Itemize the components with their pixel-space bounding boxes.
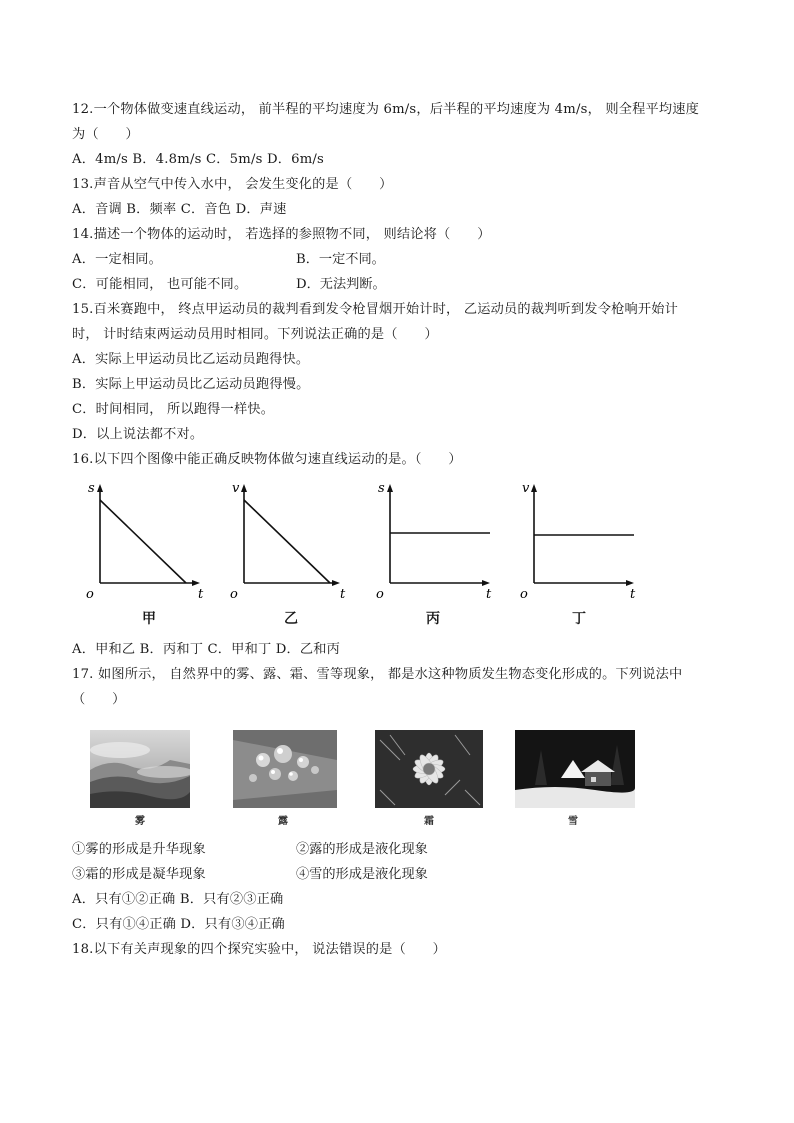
q17-statement-2: ②露的形成是液化现象 xyxy=(296,842,428,857)
q15-option-b: B．实际上甲运动员比乙运动员跑得慢。 xyxy=(72,377,310,392)
graph-ding-caption: 丁 xyxy=(572,611,586,627)
q13-stem: 13.声音从空气中传入水中， 会发生变化的是（ ） xyxy=(72,177,393,192)
graph-bing-origin-label: o xyxy=(376,587,384,602)
q17-options-cd: C．只有①④正确 D．只有③④正确 xyxy=(72,917,285,932)
snow-caption: 雪 xyxy=(568,816,578,827)
graph-yi-x-axis-label: t xyxy=(340,587,346,602)
fog-photo xyxy=(90,730,190,808)
q15-stem-line1: 15.百米赛跑中， 终点甲运动员的裁判看到发令枪冒烟开始计时， 乙运动员的裁判听到发令枪响开始计 xyxy=(72,302,679,317)
graph-bing-y-axis-label: s xyxy=(378,481,385,496)
q15-option-a: A．实际上甲运动员比乙运动员跑得快。 xyxy=(72,352,310,367)
graph-jia-x-axis-label: t xyxy=(198,587,204,602)
q17-statement-3: ③霜的形成是凝华现象 xyxy=(72,867,206,882)
q12-options: A．4m/s B．4.8m/s C．5m/s D．6m/s xyxy=(72,152,325,167)
graph-yi xyxy=(230,478,380,608)
q14-option-c: C．可能相同， 也可能不同。 xyxy=(72,277,248,292)
graph-bing-caption: 丙 xyxy=(426,611,440,627)
graph-yi-caption: 乙 xyxy=(284,611,298,627)
q14-option-d: D．无法判断。 xyxy=(296,277,386,292)
frost-caption: 霜 xyxy=(424,816,434,827)
q16-stem: 16.以下四个图像中能正确反映物体做匀速直线运动的是。（ ） xyxy=(72,452,462,467)
snow-photo xyxy=(515,730,635,808)
dew-caption: 露 xyxy=(278,816,288,827)
q13-options: A．音调 B．频率 C．音色 D．声速 xyxy=(72,202,287,217)
q17-options-ab: A．只有①②正确 B．只有②③正确 xyxy=(72,892,284,907)
graph-bing xyxy=(376,478,526,608)
graph-bing-x-axis-label: t xyxy=(486,587,492,602)
graph-yi-y-axis-label: v xyxy=(232,481,240,496)
graph-ding-y-axis-label: v xyxy=(522,481,530,496)
q18-stem: 18.以下有关声现象的四个探究实验中， 说法错误的是（ ） xyxy=(72,942,447,957)
graph-ding xyxy=(520,478,670,608)
q15-stem-line2: 时， 计时结束两运动员用时相同。下列说法正确的是（ ） xyxy=(72,327,438,342)
q15-option-c: C．时间相同， 所以跑得一样快。 xyxy=(72,402,275,417)
graph-yi-origin-label: o xyxy=(230,587,238,602)
fog-caption: 雾 xyxy=(135,816,145,827)
graph-jia xyxy=(86,478,236,608)
graph-jia-caption: 甲 xyxy=(142,611,156,627)
q12-stem-line2: 为（ ） xyxy=(72,127,139,142)
q12-stem-line1: 12.一个物体做变速直线运动， 前半程的平均速度为 6m/s，后半程的平均速度为 4m/s， 则全程平均速度 xyxy=(72,102,700,117)
q14-stem: 14.描述一个物体的运动时， 若选择的参照物不同， 则结论将（ ） xyxy=(72,227,491,242)
dew-photo xyxy=(233,730,337,808)
q17-statement-4: ④雪的形成是液化现象 xyxy=(296,867,428,882)
q14-option-b: B．一定不同。 xyxy=(296,252,385,267)
graph-ding-x-axis-label: t xyxy=(630,587,636,602)
frost-photo xyxy=(375,730,483,808)
q15-option-d: D．以上说法都不对。 xyxy=(72,427,204,442)
q17-statement-1: ①雾的形成是升华现象 xyxy=(72,842,206,857)
q17-stem-line2: （ ） xyxy=(72,692,126,707)
q17-stem-line1: 17. 如图所示， 自然界中的雾、露、霜、雪等现象， 都是水这种物质发生物态变化形成的。下列说法中 xyxy=(72,667,683,682)
graph-jia-origin-label: o xyxy=(86,587,94,602)
graph-ding-origin-label: o xyxy=(520,587,528,602)
q16-options: A．甲和乙 B．丙和丁 C．甲和丁 D．乙和丙 xyxy=(72,642,341,657)
graph-jia-y-axis-label: s xyxy=(88,481,95,496)
q14-option-a: A．一定相同。 xyxy=(72,252,163,267)
